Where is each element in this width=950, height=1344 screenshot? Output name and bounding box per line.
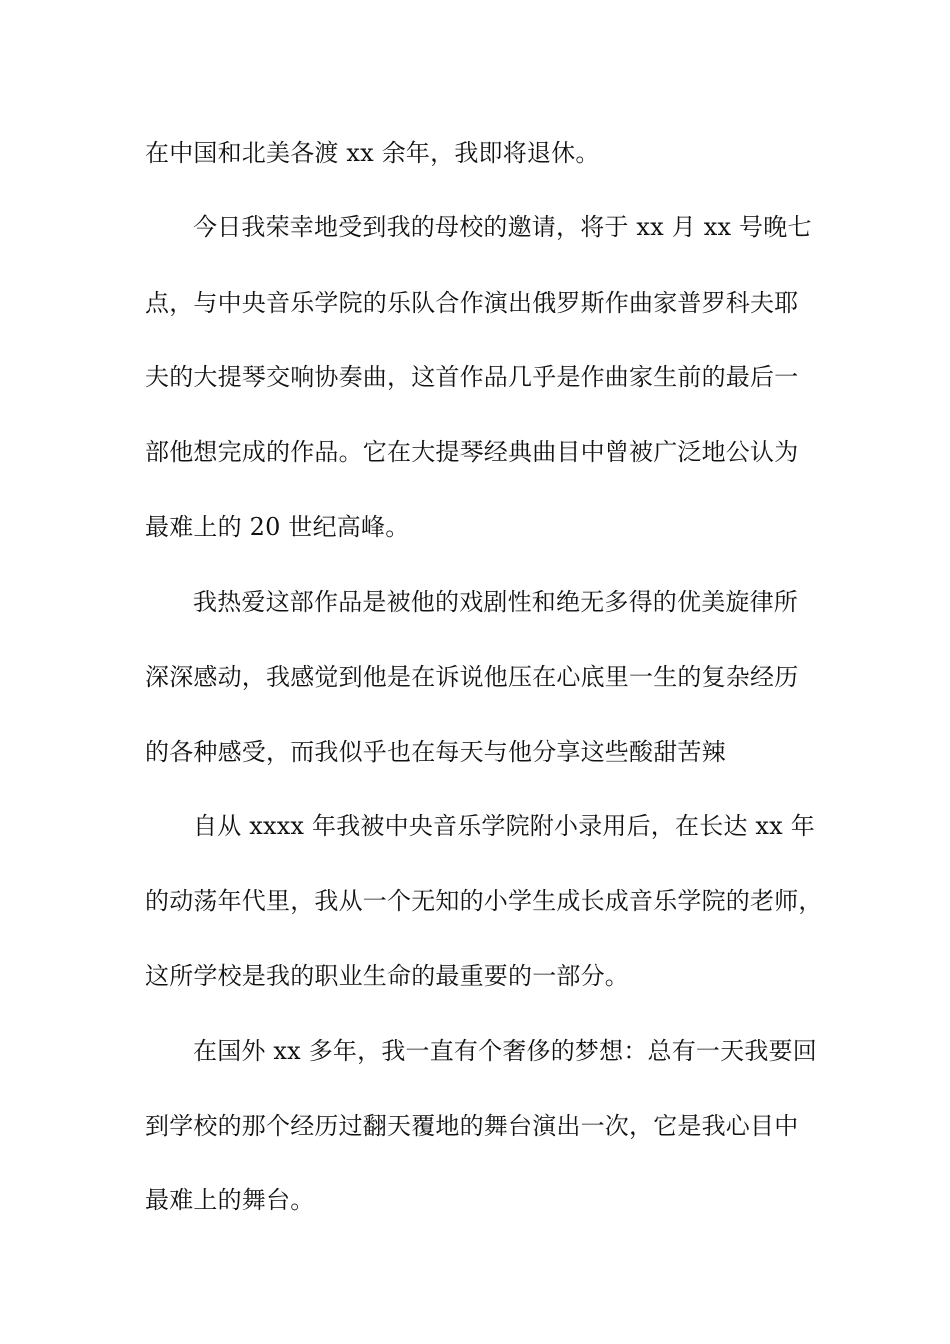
text-line: 这所学校是我的职业生命的最重要的一部分。 <box>145 962 629 990</box>
text-line: 今日我荣幸地受到我的母校的邀请，将于 xx 月 xx 号晚七 <box>193 213 812 241</box>
text-line: 到学校的那个经历过翻天覆地的舞台演出一次，它是我心目中 <box>145 1112 799 1140</box>
text-line: 夫的大提琴交响协奏曲，这首作品几乎是作曲家生前的最后一 <box>145 363 799 391</box>
text-line: 的动荡年代里，我从一个无知的小学生成长成音乐学院的老师， <box>145 887 823 915</box>
text-line: 在国外 xx 多年，我一直有个奢侈的梦想：总有一天我要回 <box>193 1037 817 1065</box>
text-line: 自从 xxxx 年我被中央音乐学院附小录用后，在长达 xx 年 <box>193 812 815 840</box>
text-line: 我热爱这部作品是被他的戏剧性和绝无多得的优美旋律所 <box>193 588 798 616</box>
text-line: 部他想完成的作品。它在大提琴经典曲目中曾被广泛地公认为 <box>145 438 799 466</box>
text-line: 深深感动，我感觉到他是在诉说他压在心底里一生的复杂经历 <box>145 663 799 691</box>
text-line: 在中国和北美各渡 xx 余年，我即将退休。 <box>145 139 600 167</box>
text-line: 最难上的 20 世纪高峰。 <box>145 513 410 541</box>
text-line: 的各种感受，而我似乎也在每天与他分享这些酸甜苦辣 <box>145 738 726 766</box>
text-line: 最难上的舞台。 <box>145 1186 315 1214</box>
text-line: 点，与中央音乐学院的乐队合作演出俄罗斯作曲家普罗科夫耶 <box>145 289 799 317</box>
